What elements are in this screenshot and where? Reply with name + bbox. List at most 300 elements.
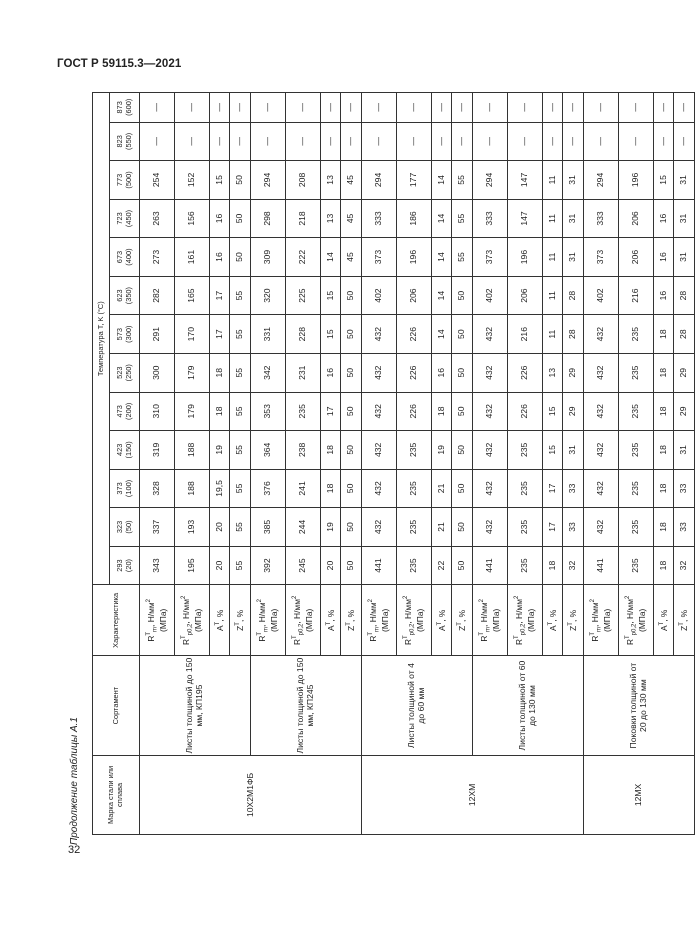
value-cell: 152 (175, 161, 210, 200)
value-cell: 31 (563, 238, 584, 277)
value-cell: 235 (397, 469, 432, 508)
value-cell: 55 (230, 508, 251, 547)
value-cell: 15 (321, 276, 341, 315)
value-cell: 432 (473, 431, 508, 470)
temp-celsius: (550) (123, 132, 133, 150)
value-cell: 45 (341, 238, 362, 277)
value-cell: 33 (674, 469, 695, 508)
char-unit: , Н/мм (625, 599, 635, 624)
char-sup: T (403, 635, 410, 639)
value-cell: — (584, 93, 619, 123)
value-cell: 50 (341, 315, 362, 354)
characteristic-cell (210, 585, 230, 656)
char-unit2: (МПа) (192, 608, 203, 632)
char-symbol: R (590, 635, 600, 642)
value-cell: 392 (251, 546, 286, 585)
value-cell: 147 (508, 199, 543, 238)
char-sup: T (292, 635, 299, 639)
temperature-header-cell (110, 353, 140, 392)
value-cell: 225 (286, 276, 321, 315)
value-cell: — (230, 122, 251, 161)
value-cell: 15 (543, 392, 563, 431)
value-cell: — (452, 122, 473, 161)
value-cell: 402 (473, 276, 508, 315)
value-cell: 441 (362, 546, 397, 585)
char-unit: , Н/мм (479, 602, 489, 627)
char-unit2: (МПа) (303, 608, 314, 632)
value-cell: — (563, 122, 584, 161)
characteristic-cell (140, 585, 175, 656)
temp-celsius: (50) (123, 520, 133, 534)
value-cell: — (543, 122, 563, 161)
value-cell: 353 (251, 392, 286, 431)
value-cell: 206 (508, 276, 543, 315)
value-cell: — (397, 122, 432, 161)
value-cell: 11 (543, 315, 563, 354)
char-symbol: R (368, 635, 378, 642)
col-header-characteristic: Характеристика (93, 585, 140, 656)
char-sup: T (181, 635, 188, 639)
value-cell: 432 (584, 469, 619, 508)
value-cell: 18 (654, 469, 674, 508)
temp-celsius: (20) (123, 558, 133, 573)
char-sup: T (547, 621, 554, 626)
value-cell: 50 (341, 546, 362, 585)
data-table-rotated (92, 92, 689, 835)
char-unit: , % (214, 609, 225, 622)
value-cell: 310 (140, 392, 175, 431)
value-cell: — (362, 122, 397, 161)
value-cell: 17 (210, 276, 230, 315)
value-cell: 18 (210, 353, 230, 392)
temp-kelvin: 473 (114, 405, 124, 418)
value-cell: 16 (210, 199, 230, 238)
value-cell: 19 (210, 431, 230, 470)
value-cell: 216 (619, 276, 654, 315)
value-cell: 231 (286, 353, 321, 392)
value-cell: 432 (473, 508, 508, 547)
value-cell: 196 (619, 161, 654, 200)
value-cell: 14 (432, 238, 452, 277)
value-cell: 50 (341, 431, 362, 470)
value-cell: 19,5 (210, 469, 230, 508)
char-unit2: (МПа) (414, 608, 425, 632)
characteristic-cell (473, 585, 508, 656)
value-cell: 193 (175, 508, 210, 547)
temperature-header-cell (110, 122, 140, 161)
temp-celsius: (450) (123, 209, 133, 228)
value-cell: 373 (584, 238, 619, 277)
col-header-temperature: Температура T, K (°C) (93, 93, 110, 585)
page-number: 32 (68, 844, 81, 856)
char-sub: m (374, 626, 381, 632)
char-symbol: R (257, 635, 267, 642)
char-unit-sup: 2 (257, 599, 264, 603)
grade-cell: 12ХМ (362, 755, 584, 834)
value-cell: 55 (230, 431, 251, 470)
value-cell: 45 (341, 199, 362, 238)
value-cell: 218 (286, 199, 321, 238)
value-cell: 15 (210, 161, 230, 200)
characteristic-cell (619, 585, 654, 656)
value-cell: 235 (508, 546, 543, 585)
value-cell: 376 (251, 469, 286, 508)
value-cell: — (251, 122, 286, 161)
char-sub: p0,2 (520, 623, 527, 636)
char-unit-sup: 2 (146, 599, 153, 603)
char-sup: T (346, 622, 353, 626)
value-cell: 14 (432, 276, 452, 315)
value-cell: 55 (230, 469, 251, 508)
value-cell: 19 (321, 508, 341, 547)
value-cell: 263 (140, 199, 175, 238)
value-cell: 432 (584, 392, 619, 431)
value-cell: 15 (654, 161, 674, 200)
characteristic-cell (397, 585, 432, 656)
temperature-header-cell (110, 546, 140, 585)
table-caption: Продолжение таблицы А.1 (69, 717, 80, 845)
temp-celsius: (300) (123, 325, 133, 343)
char-sub: m (596, 626, 603, 632)
value-cell: 333 (584, 199, 619, 238)
char-symbol: A (658, 625, 669, 632)
characteristic-cell (321, 585, 341, 656)
value-cell: 33 (563, 508, 584, 547)
temperature-header-cell (110, 315, 140, 354)
temperature-header-cell (110, 93, 140, 123)
char-unit2: (МПа) (379, 608, 390, 632)
value-cell: 32 (563, 546, 584, 585)
value-cell: 235 (508, 431, 543, 470)
char-symbol: A (436, 625, 447, 632)
value-cell: 373 (362, 238, 397, 277)
value-cell: 195 (175, 546, 210, 585)
value-cell: 18 (321, 431, 341, 470)
value-cell: 333 (362, 199, 397, 238)
value-cell: 17 (543, 508, 563, 547)
value-cell: 45 (341, 161, 362, 200)
value-cell: 177 (397, 161, 432, 200)
temp-celsius: (200) (123, 402, 133, 420)
value-cell: 28 (563, 315, 584, 354)
value-cell: 402 (362, 276, 397, 315)
value-cell: 343 (140, 546, 175, 585)
value-cell: 17 (321, 392, 341, 431)
value-cell: 441 (473, 546, 508, 585)
value-cell: 20 (321, 546, 341, 585)
char-sup: T (368, 631, 375, 636)
assortment-cell: Листы толщиной до 150 мм, КП245 (251, 656, 362, 755)
char-unit2: (МПа) (525, 608, 536, 632)
value-cell: 273 (140, 238, 175, 277)
char-sub: p0,2 (631, 623, 638, 636)
characteristic-cell (286, 585, 321, 656)
value-cell: 50 (341, 353, 362, 392)
value-cell: — (619, 93, 654, 123)
value-cell: — (473, 122, 508, 161)
value-cell: 161 (175, 238, 210, 277)
value-cell: — (210, 93, 230, 123)
temp-celsius: (500) (123, 171, 133, 189)
char-unit: , % (325, 609, 336, 622)
char-sub: m (485, 626, 492, 632)
value-cell: 179 (175, 392, 210, 431)
characteristic-cell (432, 585, 452, 656)
value-cell: 235 (397, 508, 432, 547)
value-cell: 245 (286, 546, 321, 585)
char-symbol: Z (567, 625, 578, 631)
value-cell: 13 (321, 161, 341, 200)
temp-kelvin: 523 (114, 366, 124, 379)
char-unit2: (МПа) (157, 608, 168, 632)
value-cell: 13 (321, 199, 341, 238)
value-cell: 244 (286, 508, 321, 547)
value-cell: 226 (508, 353, 543, 392)
char-symbol: R (292, 638, 302, 646)
char-sup: T (257, 631, 264, 636)
value-cell: 156 (175, 199, 210, 238)
char-sup: T (479, 631, 486, 636)
value-cell: 291 (140, 315, 175, 354)
value-cell: 432 (473, 469, 508, 508)
value-cell: — (584, 122, 619, 161)
value-cell: 50 (452, 392, 473, 431)
value-cell: 28 (563, 276, 584, 315)
value-cell: 18 (432, 392, 452, 431)
value-cell: 50 (341, 392, 362, 431)
characteristic-cell (584, 585, 619, 656)
value-cell: 17 (210, 315, 230, 354)
value-cell: 222 (286, 238, 321, 277)
value-cell: 235 (397, 546, 432, 585)
value-cell: 441 (584, 546, 619, 585)
value-cell: 31 (674, 238, 695, 277)
value-cell: 235 (619, 353, 654, 392)
value-cell: 16 (210, 238, 230, 277)
char-symbol: Z (345, 625, 356, 631)
value-cell: 170 (175, 315, 210, 354)
value-cell: 33 (674, 508, 695, 547)
value-cell: 432 (584, 508, 619, 547)
value-cell: 55 (452, 199, 473, 238)
value-cell: 432 (584, 353, 619, 392)
temperature-header-cell (110, 276, 140, 315)
value-cell: 55 (230, 276, 251, 315)
value-cell: 18 (654, 392, 674, 431)
char-sup: T (436, 621, 443, 626)
value-cell: 50 (230, 238, 251, 277)
char-symbol: R (625, 638, 635, 646)
char-unit: , Н/мм (368, 602, 378, 627)
value-cell: — (543, 93, 563, 123)
temp-kelvin: 293 (114, 559, 124, 572)
temp-celsius: (400) (123, 248, 133, 266)
char-sup: T (679, 622, 686, 626)
value-cell: 188 (175, 469, 210, 508)
value-cell: — (432, 122, 452, 161)
value-cell: 226 (397, 315, 432, 354)
value-cell: — (341, 122, 362, 161)
value-cell: 50 (452, 353, 473, 392)
char-sup: T (235, 622, 242, 626)
char-symbol: Z (234, 625, 245, 631)
value-cell: 235 (619, 546, 654, 585)
char-symbol: A (325, 625, 336, 632)
temp-kelvin: 573 (114, 328, 124, 341)
document-code: ГОСТ Р 59115.3—2021 (57, 58, 182, 70)
value-cell: 432 (362, 315, 397, 354)
value-cell: 208 (286, 161, 321, 200)
char-symbol: R (403, 638, 413, 646)
char-unit: , % (345, 609, 356, 623)
value-cell: 226 (397, 353, 432, 392)
value-cell: 331 (251, 315, 286, 354)
value-cell: — (362, 93, 397, 123)
value-cell: 11 (543, 238, 563, 277)
char-unit: , Н/мм (403, 599, 413, 624)
characteristic-cell (341, 585, 362, 656)
temp-kelvin: 723 (114, 212, 124, 225)
value-cell: — (397, 93, 432, 123)
value-cell: 235 (619, 469, 654, 508)
value-cell: 385 (251, 508, 286, 547)
value-cell: 432 (473, 315, 508, 354)
value-cell: 22 (432, 546, 452, 585)
value-cell: 235 (619, 392, 654, 431)
char-unit: , Н/мм (590, 602, 600, 627)
temperature-header-cell (110, 508, 140, 547)
temp-kelvin: 823 (114, 135, 124, 148)
value-cell: 309 (251, 238, 286, 277)
char-sup: T (658, 621, 665, 626)
value-cell: 228 (286, 315, 321, 354)
characteristic-cell (654, 585, 674, 656)
value-cell: 16 (654, 238, 674, 277)
value-cell: 206 (619, 238, 654, 277)
value-cell: 333 (473, 199, 508, 238)
table-row (473, 93, 508, 835)
value-cell: 50 (341, 276, 362, 315)
char-unit: , Н/мм (146, 602, 156, 627)
value-cell: 328 (140, 469, 175, 508)
temperature-header-cell (110, 392, 140, 431)
value-cell: 282 (140, 276, 175, 315)
value-cell: — (210, 122, 230, 161)
value-cell: 342 (251, 353, 286, 392)
char-unit: , % (456, 609, 467, 623)
value-cell: — (674, 93, 695, 123)
char-sup: T (568, 622, 575, 626)
temperature-header-cell (110, 161, 140, 200)
value-cell: 18 (321, 469, 341, 508)
value-cell: 196 (508, 238, 543, 277)
value-cell: — (175, 122, 210, 161)
value-cell: — (341, 93, 362, 123)
value-cell: 15 (543, 431, 563, 470)
temp-celsius: (250) (123, 364, 133, 382)
value-cell: 226 (397, 392, 432, 431)
char-symbol: Z (678, 625, 689, 631)
value-cell: 235 (619, 315, 654, 354)
value-cell: 50 (452, 431, 473, 470)
value-cell: 294 (362, 161, 397, 200)
value-cell: 55 (230, 353, 251, 392)
value-cell: — (140, 93, 175, 123)
value-cell: — (654, 122, 674, 161)
value-cell: 432 (362, 431, 397, 470)
value-cell: 18 (654, 546, 674, 585)
char-unit-sup: 2 (625, 595, 632, 600)
char-unit-sup: 2 (181, 595, 188, 600)
char-unit: , Н/мм (292, 599, 302, 624)
value-cell: 29 (674, 353, 695, 392)
value-cell: — (321, 122, 341, 161)
value-cell: 196 (397, 238, 432, 277)
value-cell: 241 (286, 469, 321, 508)
value-cell: 21 (432, 469, 452, 508)
value-cell: 432 (362, 469, 397, 508)
value-cell: 16 (432, 353, 452, 392)
value-cell: 50 (452, 508, 473, 547)
value-cell: 11 (543, 276, 563, 315)
value-cell: 298 (251, 199, 286, 238)
value-cell: 17 (543, 469, 563, 508)
temp-celsius: (600) (123, 98, 133, 116)
char-sup: T (590, 631, 597, 636)
assortment-cell: Поковки толщиной от 20 до 130 мм (584, 656, 695, 755)
value-cell: 165 (175, 276, 210, 315)
value-cell: 337 (140, 508, 175, 547)
char-unit-sup: 2 (479, 599, 486, 603)
char-symbol: A (214, 625, 225, 632)
value-cell: 294 (473, 161, 508, 200)
char-unit: , % (678, 609, 689, 623)
value-cell: 50 (341, 508, 362, 547)
char-symbol: R (479, 635, 489, 642)
temp-celsius: (100) (123, 479, 133, 498)
value-cell: — (619, 122, 654, 161)
value-cell: — (230, 93, 251, 123)
value-cell: 14 (432, 199, 452, 238)
value-cell: — (286, 93, 321, 123)
table-row (362, 93, 397, 835)
value-cell: 300 (140, 353, 175, 392)
value-cell: 29 (674, 392, 695, 431)
char-sup: T (514, 635, 521, 639)
value-cell: — (140, 122, 175, 161)
value-cell: 55 (230, 546, 251, 585)
temp-kelvin: 423 (114, 443, 124, 457)
char-sup: T (625, 635, 632, 639)
value-cell: 14 (432, 315, 452, 354)
value-cell: 432 (473, 392, 508, 431)
char-unit2: (МПа) (490, 608, 501, 632)
characteristic-cell (362, 585, 397, 656)
value-cell: 33 (563, 469, 584, 508)
char-unit2: (МПа) (636, 608, 647, 632)
value-cell: — (286, 122, 321, 161)
value-cell: 432 (362, 353, 397, 392)
value-cell: 16 (321, 353, 341, 392)
value-cell: 18 (654, 353, 674, 392)
value-cell: — (321, 93, 341, 123)
value-cell: 206 (619, 199, 654, 238)
value-cell: 50 (452, 546, 473, 585)
value-cell: — (508, 122, 543, 161)
value-cell: 55 (452, 238, 473, 277)
value-cell: 31 (674, 431, 695, 470)
value-cell: 31 (674, 161, 695, 200)
